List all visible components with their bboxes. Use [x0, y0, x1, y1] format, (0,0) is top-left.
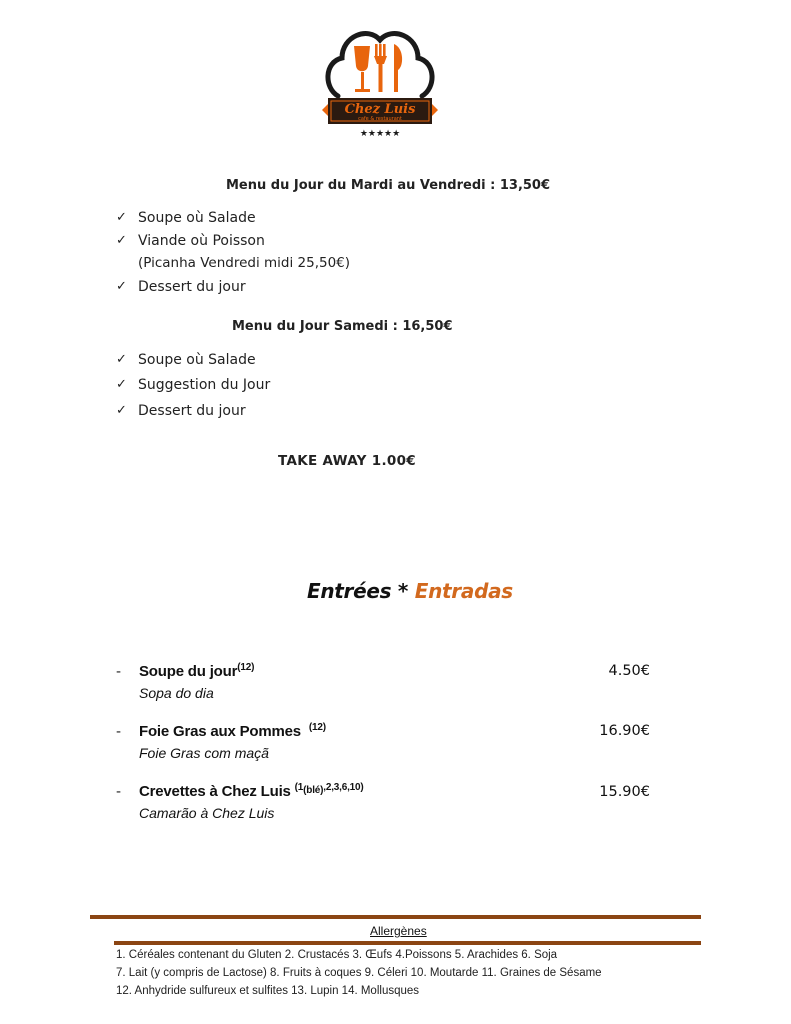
list-item: ✓ Suggestion du Jour: [116, 377, 271, 393]
dish-price: 15.90€: [599, 784, 650, 800]
check-icon: ✓: [116, 233, 127, 248]
dish-name: Soupe du jour$^{(12)}$: [139, 662, 255, 680]
dish-name: Crevettes à Chez Luis $^{(1_{(blé)},2,3,6,10)}$: [139, 782, 364, 800]
check-icon: ✓: [116, 403, 127, 418]
allergens-title: Allergènes: [370, 924, 427, 938]
dish-dash: -: [116, 724, 122, 740]
logo-tagline: cafe & restaurant: [358, 116, 402, 122]
section-title: [307, 579, 513, 603]
list-item-note: (Picanha Vendredi midi 25,50€): [138, 255, 351, 271]
allergens-line: 7. Lait (y compris de Lactose) 8. Fruits à coques 9. Céleri 10. Moutarde 11. Graines de Sésame: [116, 967, 602, 979]
allergen-codes: (12): [308, 722, 326, 733]
dish-subtitle: Sopa do dia: [139, 685, 214, 701]
dish-name: Foie Gras aux Pommes $^{(12)}$: [139, 722, 326, 740]
knife-icon: [394, 44, 402, 92]
saturday-menu-list: [116, 352, 270, 425]
section-title-fr: Entrées *: [307, 579, 415, 603]
list-item: ✓ Soupe où Salade: [116, 210, 256, 226]
check-icon: ✓: [116, 377, 127, 392]
list-item: ✓ Soupe où Salade: [116, 352, 256, 368]
logo-stars: ★★★★★: [359, 129, 401, 139]
list-item: ✓ Dessert du jour: [116, 279, 246, 295]
allergens-line: 12. Anhydride sulfureux et sulfites 13. Lupin 14. Mollusques: [116, 985, 420, 997]
dish-dash: -: [116, 664, 122, 680]
weekday-menu-heading: Menu du Jour du Mardi au Vendredi : 13,50€: [226, 178, 551, 193]
allergen-codes: (12): [237, 662, 255, 673]
allergens-line: 1. Céréales contenant du Gluten 2. Crustacés 3. Œufs 4.Poissons 5. Arachides 6. Soja: [116, 949, 558, 961]
check-icon: ✓: [116, 279, 127, 294]
saturday-menu-heading: Menu du Jour Samedi : 16,50€: [232, 319, 453, 334]
section-title-pt: Entradas: [414, 579, 513, 603]
weekday-menu-list: [116, 210, 350, 301]
dish-price: 16.90€: [599, 723, 650, 739]
dish-price: 4.50€: [608, 663, 650, 679]
list-item: ✓ Dessert du jour: [116, 403, 246, 419]
wine-glass-icon: [354, 46, 370, 92]
allergen-codes: (1(blé),2,3,6,10): [294, 782, 364, 796]
list-item: ✓ Viande où Poisson: [116, 233, 265, 249]
dish-dash: -: [116, 784, 122, 800]
check-icon: ✓: [116, 210, 127, 225]
dish-subtitle: Camarão à Chez Luis: [139, 805, 275, 821]
divider-bottom: [114, 941, 701, 945]
divider-top: [90, 915, 701, 919]
check-icon: ✓: [116, 352, 127, 367]
logo-name: Chez Luis: [344, 102, 416, 117]
take-away-note: TAKE AWAY 1.00€: [278, 453, 416, 469]
fork-icon: [374, 44, 387, 92]
restaurant-logo: [318, 18, 442, 142]
dish-subtitle: Foie Gras com maçã: [139, 745, 269, 761]
